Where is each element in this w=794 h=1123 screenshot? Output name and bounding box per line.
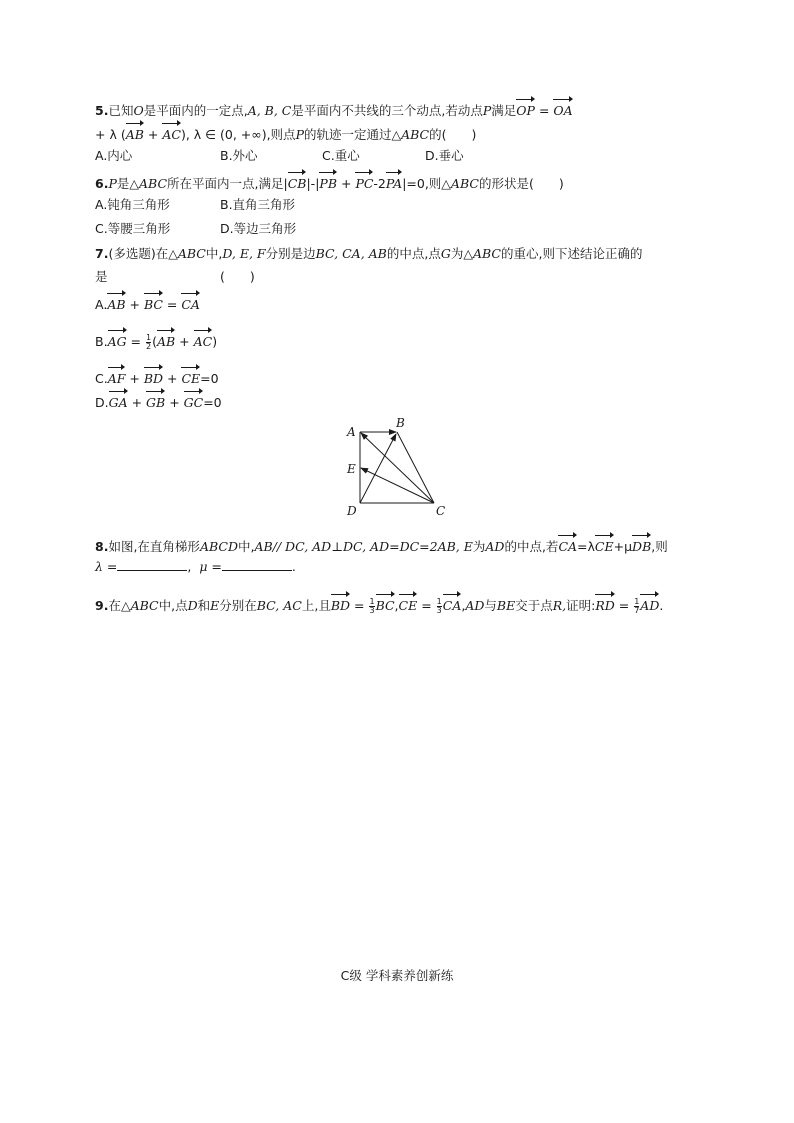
q9-number: 9. — [95, 598, 109, 613]
q7-option-a: A.AB + BC = CA — [95, 292, 200, 314]
q7-text: 中, — [205, 246, 223, 261]
q6-text: 所在平面内一点,满足 — [167, 176, 284, 191]
q8-text: 的中点,若 — [504, 539, 559, 554]
q5-option-c: C.重心 — [322, 148, 360, 163]
q5-text: 的( ) — [429, 127, 477, 142]
label-e: E — [347, 462, 356, 476]
fraction-half — [146, 334, 151, 351]
q7-line2: 是 ( ) — [95, 269, 255, 284]
vector-pb: PB — [319, 171, 337, 193]
q6-line1: 6.P是△ABC所在平面内一点,满足|CB|-|PB + PC-2PA|=0,则△ABC的形状是( ) — [95, 171, 564, 193]
vector-pc: PC — [355, 171, 373, 193]
q7-points-def: D, E, F — [222, 246, 266, 261]
section-footer: C级 学科素养创新练 — [340, 968, 454, 983]
zero: =0 — [203, 395, 222, 410]
q8-condition: AB// DC, AD⊥DC, AD=DC=2AB, E — [254, 539, 473, 554]
q5-number: 5. — [95, 103, 109, 118]
q5-lambda-prefix: + λ ( — [95, 127, 126, 142]
q8-mu: μ = — [199, 559, 222, 574]
side-bc — [397, 432, 434, 503]
q9-point-r: R, — [552, 598, 567, 613]
q5-point-p: P — [295, 127, 304, 142]
q7-text: 为△ — [450, 246, 473, 261]
q8-line1: 8.如图,在直角梯形ABCD中,AB// DC, AD⊥DC, AD=DC=2AB, E为AD的中点,若CA=λCE+μDB,则 — [95, 534, 668, 556]
q5-line2: + λ (AB + AC), λ ∈ (0, +∞),则点P的轨迹一定通过△ABC的( ) — [95, 122, 476, 144]
option-label: A. — [95, 297, 108, 312]
q9-text: 中,点 — [158, 598, 188, 613]
q9-be: BE — [496, 598, 516, 613]
q8-sep: , — [187, 559, 192, 574]
q7-point-g: G — [440, 246, 451, 261]
q8-text: 如图,在直角梯形 — [108, 539, 200, 554]
vector-ab: AB — [126, 122, 144, 144]
q5-text: 已知 — [108, 103, 134, 118]
label-a: A — [347, 425, 356, 439]
q6-text: ,则△ — [424, 176, 451, 191]
q7-text: (多选题)在△ — [108, 246, 178, 261]
zero: =0 — [200, 371, 219, 386]
q9-point-e: E — [210, 598, 220, 613]
q5-option-a: A.内心 — [95, 148, 133, 163]
vector-db-arrow — [360, 434, 396, 503]
q9-point-d: D — [187, 598, 198, 613]
q8-end: . — [291, 559, 296, 574]
q8-text: 中, — [237, 539, 255, 554]
q6-number: 6. — [95, 176, 109, 191]
q5-points-abc: A, B, C — [247, 103, 292, 118]
vector-pa: PA — [386, 171, 402, 193]
q6-option-b: B.直角三角形 — [220, 197, 296, 212]
q9-text: 与 — [484, 598, 497, 613]
q8-number: 8. — [95, 539, 109, 554]
q5-point-o: O — [133, 103, 144, 118]
frac-den: 3 — [369, 606, 375, 615]
frac-den: 7 — [634, 606, 640, 615]
q7-text: 的中点,点 — [386, 246, 441, 261]
q8-lambda: λ = — [95, 559, 118, 574]
q9-sides: BC, AC — [256, 598, 302, 613]
q5-option-b: B.外心 — [220, 148, 258, 163]
q5-text: 是平面内不共线的三个动点,若动点 — [291, 103, 483, 118]
frac-den: 2 — [146, 342, 152, 351]
q8-abcd: ABCD — [199, 539, 238, 554]
q9-text: 在△ — [108, 598, 131, 613]
frac-num: 1 — [146, 333, 152, 342]
q5-plus: + — [147, 127, 159, 142]
q8-line2 — [95, 558, 296, 576]
q5-text: 是平面内的一定点, — [143, 103, 248, 118]
vector-oa: OA — [553, 98, 572, 120]
q6-option-d: D.等边三角形 — [220, 221, 297, 236]
q5-text: 则点 — [270, 127, 296, 142]
vector-ca-arrow — [361, 433, 434, 503]
q7-option-c: C.AF + BD + CE=0 — [95, 366, 219, 388]
label-c: C — [436, 504, 446, 518]
vector-op: OP — [516, 98, 535, 120]
option-label: D. — [95, 395, 109, 410]
vector-cb: CB — [288, 171, 307, 193]
trapezoid-figure — [340, 415, 460, 520]
q9-text: 上,且 — [301, 598, 331, 613]
q5-domain: ), λ ∈ (0, +∞), — [180, 127, 271, 142]
vector-ac: AC — [162, 122, 181, 144]
vector-ce-arrow — [361, 468, 434, 503]
q6-text: 的形状是( ) — [478, 176, 564, 191]
lambda-answer-blank[interactable] — [117, 558, 187, 571]
frac-num: 1 — [634, 597, 640, 606]
q6-option-a: A.钝角三角形 — [95, 197, 170, 212]
option-label: C. — [95, 371, 108, 386]
label-d: D — [347, 504, 357, 518]
frac-num: 1 — [369, 597, 375, 606]
q7-option-b: B.AG = $\frac{1}{2}$ (AB + AC) — [95, 329, 217, 351]
q5-text: 满足 — [491, 103, 517, 118]
q6-text: 是△ — [116, 176, 139, 191]
label-b: B — [396, 416, 405, 430]
q5-point-p: P — [482, 103, 492, 118]
q5-line1: 5.已知O是平面内的一定点,A, B, C是平面内不共线的三个动点,若动点P满足OP = OA — [95, 98, 573, 120]
q8-ad: AD — [485, 539, 505, 554]
q7-text: 的重心,则下述结论正确的 — [500, 246, 643, 261]
q9-line1: 9.在△ABC中,点D和E分别在BC, AC上,且BD = $\frac{1}{3}$ BC,CE = $\frac{1}{3}$ CA,AD与BE交于点R,证明:RD = $\frac{1}{7}$ AD. — [95, 593, 663, 615]
q9-text: 证明: — [566, 598, 596, 613]
q7-sides: BC, CA, AB — [315, 246, 387, 261]
q7-line1: 7.(多选题)在△ABC中,D, E, F分别是边BC, CA, AB的中点,点G为△ABC的重心,则下述结论正确的 — [95, 246, 643, 261]
q8-text: ,则 — [651, 539, 668, 554]
q7-option-d: D.GA + GB + GC=0 — [95, 390, 222, 412]
frac-den: 3 — [436, 606, 442, 615]
q9-text: 分别在 — [219, 598, 257, 613]
mu-answer-blank[interactable] — [222, 558, 292, 571]
q9-text: 交于点 — [515, 598, 553, 613]
q7-number: 7. — [95, 246, 109, 261]
q9-text: 和 — [197, 598, 211, 613]
option-label: B. — [95, 334, 108, 349]
q5-text: 的轨迹一定通过△ — [303, 127, 402, 142]
q7-text: 分别是边 — [265, 246, 316, 261]
q6-option-c: C.等腰三角形 — [95, 221, 171, 236]
q5-option-d: D.垂心 — [425, 148, 464, 163]
q8-text: 为 — [472, 539, 486, 554]
frac-num: 1 — [436, 597, 442, 606]
